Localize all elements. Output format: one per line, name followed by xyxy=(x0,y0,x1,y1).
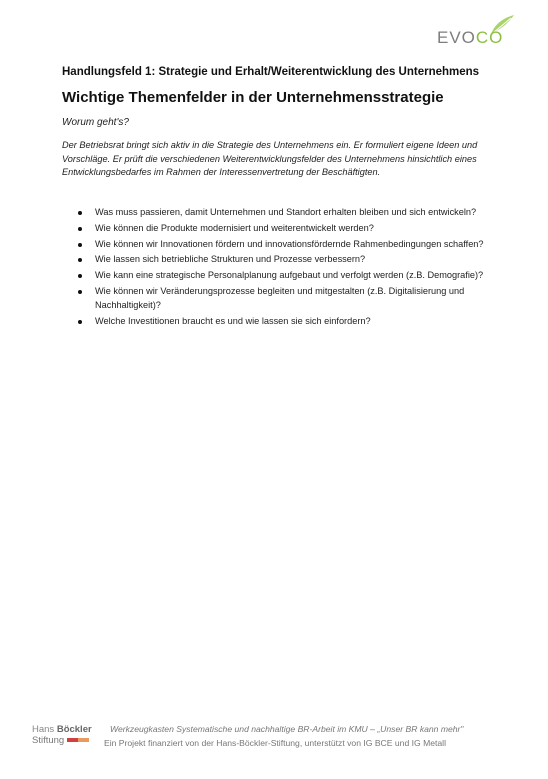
list-item: Wie lassen sich betriebliche Strukturen und Prozesse verbessern? xyxy=(78,253,488,267)
page-title: Wichtige Themenfelder in der Unternehmensstrategie xyxy=(62,89,444,106)
intro-paragraph: Der Betriebsrat bringt sich aktiv in die Strategie des Unternehmens ein. Er formuliert eigene Ideen und Vorschläge. Er prüft die verschiedenen Weiterentwicklungsfelder des Unternehmens hinsichtlich eines Entwicklungsbedarfes im Rahmen der Interessenvertretung der Beschäftigten. xyxy=(62,140,478,177)
logo-wordmark xyxy=(437,28,503,48)
brand-line1: Hans Böckler xyxy=(32,724,92,735)
section-title: Handlungsfeld 1: Strategie und Erhalt/Weiterentwicklung des Unternehmens xyxy=(62,66,480,78)
logo-text-green: CO xyxy=(475,28,504,47)
bullet-icon xyxy=(78,243,82,247)
list-item: Wie kann eine strategische Personalplanung aufgebaut und verfolgt werden (z.B. Demografie)? xyxy=(78,269,488,283)
footer-funding-note: Ein Projekt finanziert von der Hans-Böckler-Stiftung, unterstützt von IG BCE und IG Metall xyxy=(104,738,446,748)
list-item: Wie können wir Innovationen fördern und innovationsfördernde Rahmenbedingungen schaffen? xyxy=(78,238,488,252)
brand-line2: Stiftung xyxy=(32,735,102,746)
bullet-icon xyxy=(78,227,82,231)
bullet-icon xyxy=(78,274,82,278)
bullet-list xyxy=(78,206,488,330)
question-heading: Worum geht's? xyxy=(62,117,129,128)
hans-boeckler-logo xyxy=(32,724,102,746)
evoco-logo xyxy=(437,14,517,50)
bullet-icon xyxy=(78,211,82,215)
list-item: Wie können die Produkte modernisiert und weiterentwickelt werden? xyxy=(78,222,488,236)
list-item: Welche Investitionen braucht es und wie lassen sie sich einfordern? xyxy=(78,315,488,329)
list-item: Wie können wir Veränderungsprozesse begleiten und mitgestalten (z.B. Digitalisierung und Nachhaltigkeit)? xyxy=(78,285,488,313)
brand-bar-icon xyxy=(67,738,89,742)
logo-text-gray: EVO xyxy=(437,28,476,47)
list-item: Was muss passieren, damit Unternehmen und Standort erhalten bleiben und sich entwickeln? xyxy=(78,206,488,220)
bullet-icon xyxy=(78,258,82,262)
bullet-icon xyxy=(78,320,82,324)
bullet-icon xyxy=(78,290,82,294)
footer-project-title: Werkzeugkasten Systematische und nachhaltige BR-Arbeit im KMU – „Unser BR kann mehr" xyxy=(110,724,464,734)
